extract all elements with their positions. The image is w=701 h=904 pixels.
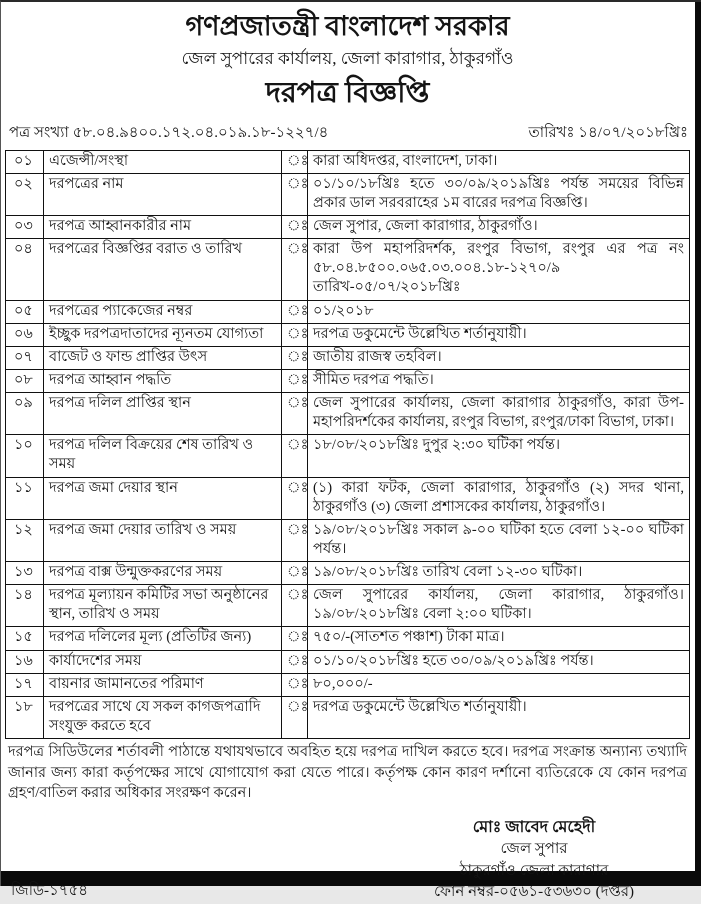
serial-cell: ০২ [6, 173, 44, 215]
separator-cell: ঃ [282, 627, 308, 650]
tender-table-body [6, 150, 690, 738]
table-row [6, 393, 690, 435]
separator-cell: ঃ [282, 477, 308, 519]
value-cell: জেল সুপার, জেলা কারাগার, ঠাকুরগাঁও। [308, 216, 690, 239]
table-row [6, 627, 690, 650]
issuing-office: জেল সুপারের কার্যালয়, জেলা কারাগার, ঠাকুরগাঁও [181, 48, 514, 68]
value-cell: ৭৫০/-(সাতশত পঞ্চাশ) টাকা মাত্র। [308, 627, 690, 650]
value-cell: ১৮/০৮/২০১৮খ্রিঃ দুপুর ২:৩০ ঘটিকা পর্যন্ত। [308, 435, 690, 477]
signatory-name: মোঃ জাবেদ মেহেদী [472, 818, 596, 836]
signatory-office: ঠাকুরগাঁও জেলা কারাগার [459, 862, 609, 879]
table-row [6, 216, 690, 239]
label-cell: বাজেট ও ফান্ড প্রাপ্তির উৎস [44, 346, 282, 369]
separator-cell: ঃ [282, 393, 308, 435]
label-cell: দরপত্রের সাথে যে সকল কাগজপত্রাদি সংযুক্ত করতে হবে [44, 696, 282, 738]
table-row [6, 300, 690, 323]
separator-cell: ঃ [282, 150, 308, 173]
separator-cell: ঃ [282, 650, 308, 673]
serial-cell: ১০ [6, 435, 44, 477]
label-cell: এজেন্সী/সংস্থা [44, 150, 282, 173]
table-row [6, 562, 690, 585]
serial-cell: ১৭ [6, 673, 44, 696]
document-header [5, 10, 690, 111]
label-cell: দরপত্রের প্যাকেজের নম্বর [44, 300, 282, 323]
value-cell: দরপত্র ডকুমেন্টে উল্লেখিত শর্তানুযায়ী। [308, 696, 690, 738]
serial-cell: ০৫ [6, 300, 44, 323]
label-cell: দরপত্র আহ্বান পদ্ধতি [44, 369, 282, 392]
value-cell: ০১/১০/১৮খ্রিঃ হতে ৩০/০৯/২০১৯খ্রিঃ পর্যন্ত সময়ের বিভিন্ন প্রকার ডাল সরবরাহের ১ম বারের দরপত্র বিজ্ঞপ্তি। [308, 173, 690, 215]
label-cell: দরপত্র দলিল বিক্রয়ের শেষ তারিখ ও সময় [44, 435, 282, 477]
table-row [6, 150, 690, 173]
table-row [6, 696, 690, 738]
separator-cell: ঃ [282, 216, 308, 239]
label-cell: দরপত্র মূল্যায়ন কমিটির সভা অনুষ্ঠানের স্থান, তারিখ ও সময় [44, 585, 282, 627]
serial-cell: ০১ [6, 150, 44, 173]
serial-cell: ১৮ [6, 696, 44, 738]
separator-cell: ঃ [282, 519, 308, 561]
separator-cell: ঃ [282, 346, 308, 369]
table-row [6, 435, 690, 477]
memo-number: পত্র সংখ্যা ৫৮.০৪.৯৪০০.১৭২.০৪.০১৯.১৮-১২২৭/৪ [9, 124, 329, 141]
tender-details-table [5, 150, 690, 739]
serial-cell: ১৫ [6, 627, 44, 650]
serial-cell: ১৪ [6, 585, 44, 627]
table-row [6, 477, 690, 519]
serial-cell: ১১ [6, 477, 44, 519]
label-cell: দরপত্র দলিলের মূল্য (প্রতিটির জন্য) [44, 627, 282, 650]
terms-paragraph: দরপত্র সিডিউলের শর্তাবলী পাঠান্তে যথাযথভাবে অবহিত হয়ে দরপত্র দাখিল করতে হবে। দরপত্র সংক্রান্ত অন্যান্য তথ্যাদি জানার জন্য কারা কর্তৃপক্ষের সাথে যোগাযোগ করা যেতে পারে। কর্তৃপক্ষ কোন কারণ দর্শানো ব্যতিরেকে যে কোন দরপত্র গ্রহণ/বাতিল করার অধিকার সংরক্ষণ করেন। [8, 744, 687, 802]
separator-cell: ঃ [282, 239, 308, 300]
value-cell: জেল সুপারের কার্যালয়, জেলা কারাগার ঠাকুরগাঁও, কারা উপ-মহাপরিদর্শকের কার্যালয়, রংপুর বিভাগ, রংপুর/ঢাকা বিভাগ, ঢাকা। [308, 393, 690, 435]
separator-cell: ঃ [282, 435, 308, 477]
gd-number: জিডি-১৭৫৪ [11, 882, 88, 899]
serial-cell: ০৬ [6, 323, 44, 346]
value-cell: (১) কারা ফটক, জেলা কারাগার, ঠাকুরগাঁও (২) সদর থানা, ঠাকুরগাঁও (৩) জেলা প্রশাসকের কার্যালয়, ঠাকুরগাঁও। [308, 477, 690, 519]
value-cell: ১৯/০৮/২০১৮খ্রিঃ তারিখ বেলা ১২-৩০ ঘটিকা। [308, 562, 690, 585]
table-row [6, 239, 690, 300]
label-cell: দরপত্রের বিজ্ঞপ্তির বরাত ও তারিখ [44, 239, 282, 300]
serial-cell: ০৮ [6, 369, 44, 392]
separator-cell: ঃ [282, 173, 308, 215]
signatory-designation: জেল সুপার [500, 841, 568, 858]
signature-block [384, 818, 684, 901]
label-cell: দরপত্র বাক্স উন্মুক্তকরণের সময় [44, 562, 282, 585]
notice-date: তারিখঃ ১৪/০৭/২০১৮খ্রিঃ [528, 124, 688, 141]
label-cell: দরপত্র দলিল প্রাপ্তির স্থান [44, 393, 282, 435]
table-row [6, 323, 690, 346]
serial-cell: ০৪ [6, 239, 44, 300]
separator-cell: ঃ [282, 369, 308, 392]
signature-area [5, 818, 690, 904]
label-cell: দরপত্র জমা দেয়ার তারিখ ও সময় [44, 519, 282, 561]
table-row [6, 519, 690, 561]
table-row [6, 585, 690, 627]
separator-cell: ঃ [282, 585, 308, 627]
value-cell: ০১/১০/২০১৮খ্রিঃ হতে ৩০/০৯/২০১৯খ্রিঃ পর্যন্ত। [308, 650, 690, 673]
document-content [3, 2, 692, 900]
label-cell: ইচ্ছুক দরপত্রদাতাদের ন্যূনতম যোগ্যতা [44, 323, 282, 346]
value-cell: ৮০,০০০/- [308, 673, 690, 696]
label-cell: বায়নার জামানতের পরিমাণ [44, 673, 282, 696]
value-cell: সীমিত দরপত্র পদ্ধতি। [308, 369, 690, 392]
table-row [6, 346, 690, 369]
value-cell: কারা অধিদপ্তর, বাংলাদেশ, ঢাকা। [308, 150, 690, 173]
label-cell: দরপত্র আহ্বানকারীর নাম [44, 216, 282, 239]
separator-cell: ঃ [282, 562, 308, 585]
notice-title: দরপত্র বিজ্ঞপ্তি [265, 76, 430, 109]
separator-cell: ঃ [282, 673, 308, 696]
value-cell: জেল সুপারের কার্যালয়, জেলা কারাগার, ঠাকুরগাঁও। ১৯/০৮/২০১৮খ্রিঃ বেলা ২:০০ ঘটিকা। [308, 585, 690, 627]
value-cell: জাতীয় রাজস্ব তহবিল। [308, 346, 690, 369]
serial-cell: ১২ [6, 519, 44, 561]
serial-cell: ০৩ [6, 216, 44, 239]
label-cell: দরপত্র জমা দেয়ার স্থান [44, 477, 282, 519]
value-cell: দরপত্র ডকুমেন্টে উল্লেখিত শর্তানুযায়ী। [308, 323, 690, 346]
value-cell: ০১/২০১৮ [308, 300, 690, 323]
serial-cell: ০৭ [6, 346, 44, 369]
label-cell: দরপত্রের নাম [44, 173, 282, 215]
serial-cell: ০৯ [6, 393, 44, 435]
separator-cell: ঃ [282, 300, 308, 323]
separator-cell: ঃ [282, 696, 308, 738]
label-cell: কার্যাদেশের সময় [44, 650, 282, 673]
table-row [6, 673, 690, 696]
serial-cell: ১৬ [6, 650, 44, 673]
table-row [6, 650, 690, 673]
serial-cell: ১৩ [6, 562, 44, 585]
separator-cell: ঃ [282, 323, 308, 346]
reference-row [9, 121, 688, 146]
scan-right-border [695, 2, 701, 886]
table-row [6, 173, 690, 215]
table-row [6, 369, 690, 392]
value-cell: কারা উপ মহাপরিদর্শক, রংপুর বিভাগ, রংপুর এর পত্র নং ৫৮.০৪.৮৫০০.০৬৫.০৩.০০৪.১৮-১২৭০/৯ তারিখ-০৫/০৭/২০১৮খ্রিঃ [308, 239, 690, 300]
government-title: গণপ্রজাতন্ত্রী বাংলাদেশ সরকার [185, 11, 510, 41]
value-cell: ১৯/০৮/২০১৮খ্রিঃ সকাল ৯-০০ ঘটিকা হতে বেলা ১২-০০ ঘটিকা পর্যন্ত। [308, 519, 690, 561]
signatory-phone: ফোন নম্বর-০৫৬১-৫৩৬৩০ (দপ্তর) [433, 883, 635, 900]
